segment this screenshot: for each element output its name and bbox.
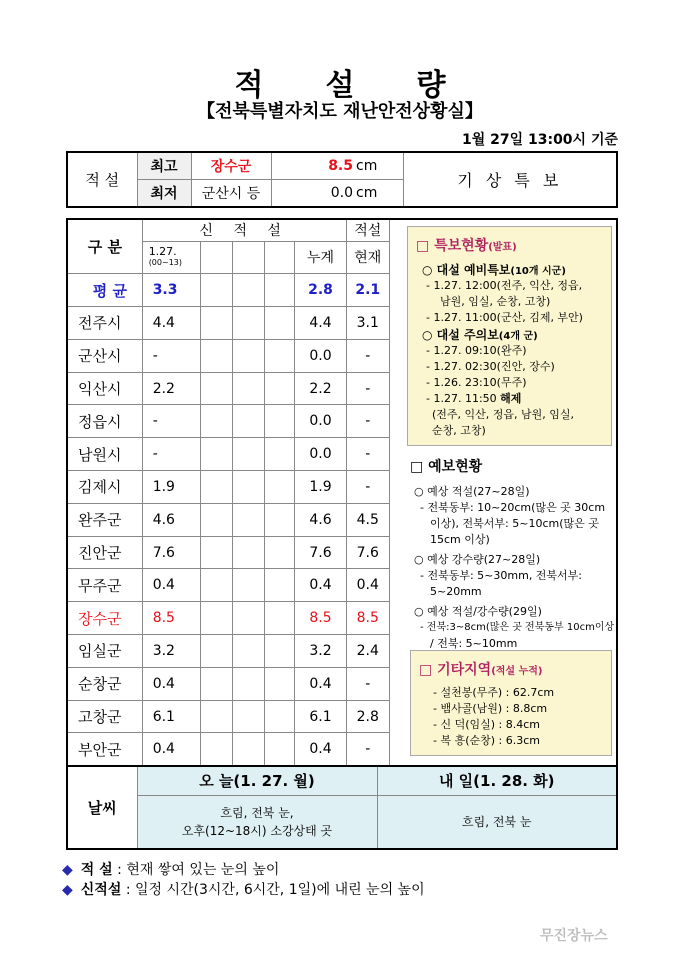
warn2-note: (4개 군) [498,331,538,342]
cumulative-value: 4.4 [295,307,347,340]
date-label: 1.27. [148,245,177,259]
empty-cell [232,438,264,471]
cumulative-value: 6.1 [295,700,347,733]
empty-cell [265,733,295,766]
min-unit: cm [355,180,403,208]
current-value: 3.1 [346,307,389,340]
cumulative-value: 3.2 [295,635,347,668]
current-value: - [346,339,389,372]
empty-cell [265,667,295,700]
current-value: - [346,471,389,504]
today-line: 오후(12~18시) 소강상태 곳 [181,823,333,838]
cumulative-value: 7.6 [295,536,347,569]
new-value: 0.4 [142,569,200,602]
region: 평 균 [67,274,142,307]
empty-cell [265,635,295,668]
other-line: - 뱀사골(남원) : 8.8cm [433,702,548,715]
note-item [62,879,425,899]
region: 익산시 [67,372,142,405]
region: 고창군 [67,700,142,733]
diamond-icon: ◆ [62,882,73,898]
new-value: 0.4 [142,733,200,766]
other-heading-note: (적설 누적) [491,666,543,677]
warn2-line: - 1.26. 23:10(무주) [426,376,527,389]
current-value: - [346,405,389,438]
new-value: 8.5 [142,602,200,635]
forecast-heading: □ 예보현황 [410,459,483,475]
tomorrow-header: 내 일(1. 28. 화) [377,766,617,795]
min-region: 군산시 등 [191,180,271,208]
region: 전주시 [67,307,142,340]
tomorrow-weather: 흐림, 전북 눈 [377,795,617,849]
min-label: 최저 [137,180,191,208]
empty-cell [200,700,232,733]
empty-cell [232,635,264,668]
empty-cell [265,700,295,733]
forecast-section [410,456,615,652]
max-value: 8.5 [271,152,355,180]
watermark: 무진장뉴스 [540,928,608,944]
empty-cell [200,536,232,569]
new-value: 3.3 [142,274,200,307]
summary-label: 적 설 [67,152,137,207]
other-heading: □ 기타지역 [419,662,492,678]
date-header [142,241,200,274]
region: 군산시 [67,339,142,372]
new-value: 4.4 [142,307,200,340]
today-weather [137,795,377,849]
new-value: 0.4 [142,667,200,700]
cumulative-value: 4.6 [295,503,347,536]
forecast-item: ○ 예상 적설/강수량(29일) [414,605,542,618]
advisory-heading: □ 특보현황 [416,238,489,254]
weather-label: 날씨 [67,766,137,849]
other-regions-panel [410,650,612,756]
current-value: 2.8 [346,700,389,733]
col-new-header: 신 적 설 [142,219,346,241]
current-value: - [346,372,389,405]
cumulative-value: 0.4 [295,733,347,766]
cumulative-value: 8.5 [295,602,347,635]
max-label: 최고 [137,152,191,180]
new-value: - [142,438,200,471]
diamond-icon: ◆ [62,862,73,878]
empty-cell [232,471,264,504]
new-value: 6.1 [142,700,200,733]
col-cumulative-header: 누계 [295,241,347,274]
region: 임실군 [67,635,142,668]
note-term: 신적설 [80,882,122,898]
empty-cell [200,733,232,766]
snow-summary-table [66,151,618,208]
warn1-line: - 1.27. 12:00(전주, 익산, 정읍, [426,279,583,292]
advisory-panel [407,226,612,446]
empty-cell [232,667,264,700]
warn1-line: - 1.27. 11:00(군산, 김제, 부안) [426,311,583,324]
warn1-title: ○ 대설 예비특보 [422,263,511,277]
current-value: - [346,733,389,766]
empty-cell [232,307,264,340]
current-value: 2.4 [346,635,389,668]
other-line: - 설천봉(무주) : 62.7cm [433,686,555,699]
other-line: - 신 덕(임실) : 8.4cm [433,718,541,731]
note-item [62,859,279,879]
forecast-line: - 전북동부: 10~20cm(많은 곳 30cm [420,501,606,514]
region: 순창군 [67,667,142,700]
empty-cell [200,569,232,602]
warn2-line: - 1.27. 09:10(완주) [426,344,527,357]
current-value: 8.5 [346,602,389,635]
empty-cell [200,635,232,668]
new-value: - [142,339,200,372]
empty-cell [200,471,232,504]
empty-cell [265,372,295,405]
empty-cell [232,372,264,405]
region: 완주군 [67,503,142,536]
empty-cell [265,339,295,372]
empty-cell [265,602,295,635]
empty-cell [265,274,295,307]
forecast-item: ○ 예상 적설(27~28일) [414,485,530,498]
max-unit: cm [355,152,403,180]
empty-cell [200,307,232,340]
note-desc: : 현재 쌓여 있는 눈의 높이 [117,862,280,878]
cumulative-value: 1.9 [295,471,347,504]
forecast-line: / 전북: 5~10mm [430,637,518,650]
lift-word: 해제 [500,392,522,405]
empty-cell [232,569,264,602]
empty-cell [265,307,295,340]
max-region: 장수군 [191,152,271,180]
forecast-item: ○ 예상 강수량(27~28일) [414,553,541,566]
empty-cell [232,339,264,372]
region: 무주군 [67,569,142,602]
new-value: 2.2 [142,372,200,405]
cumulative-value: 0.0 [295,405,347,438]
cumulative-value: 0.0 [295,438,347,471]
current-value: 4.5 [346,503,389,536]
empty-cell [200,602,232,635]
cumulative-value: 2.8 [295,274,347,307]
new-value: 1.9 [142,471,200,504]
page-subtitle: 【전북특별자치도 재난안전상황실】 [197,101,483,122]
empty-cell [200,438,232,471]
region: 남원시 [67,438,142,471]
warn1-line: 남원, 임실, 순창, 고창) [440,295,551,308]
empty-cell [265,569,295,602]
col-current-header: 현재 [346,241,389,274]
empty-cell [265,405,295,438]
warn2-title: ○ 대설 주의보 [422,328,499,342]
region: 정읍시 [67,405,142,438]
forecast-line: - 전북:3~8cm(많은 곳 전북동부 10cm이상 [420,622,615,633]
empty-cell [200,405,232,438]
basis-time: 1월 27일 13:00시 기준 [461,132,618,148]
region: 김제시 [67,471,142,504]
empty-cell [200,667,232,700]
warn2-line: - 1.27. 02:30(진안, 장수) [426,360,555,373]
new-value: 4.6 [142,503,200,536]
empty-cell [232,503,264,536]
advisory-heading-note: (발표) [488,242,517,253]
cumulative-value: 0.0 [295,339,347,372]
forecast-line: 5~20mm [430,585,482,598]
today-header: 오 늘(1. 27. 월) [137,766,377,795]
today-line: 흐림, 전북 눈, [220,805,294,820]
new-value: - [142,405,200,438]
current-value: 0.4 [346,569,389,602]
empty-cell [232,274,264,307]
note-term: 적 설 [80,862,113,878]
forecast-line: - 전북동부: 5~30mm, 전북서부: [420,569,583,582]
empty-cell [232,700,264,733]
forecast-line: 이상), 전북서부: 5~10cm(많은 곳 [430,517,599,530]
min-value: 0.0 [271,180,355,208]
warn1-note: (10개 시군) [510,266,566,277]
current-value: 7.6 [346,536,389,569]
col-snow-header: 적설 [346,219,389,241]
empty-cell [232,405,264,438]
empty-cell [265,503,295,536]
forecast-line: 15cm 이상) [430,533,490,546]
empty-cell [200,372,232,405]
empty-cell [265,438,295,471]
lift-line: 순창, 고창) [432,424,486,437]
region: 부안군 [67,733,142,766]
col-region-header: 구 분 [67,219,142,274]
time-label: (00~13) [148,258,182,268]
current-value: 2.1 [346,274,389,307]
empty-cell [200,503,232,536]
lift-line: (전주, 익산, 정읍, 남원, 임실, [432,408,575,421]
note-desc: : 일정 시간(3시간, 6시간, 1일)에 내린 눈의 높이 [125,882,425,898]
cumulative-value: 0.4 [295,569,347,602]
empty-cell [232,602,264,635]
page-title: 적설량 [234,68,508,103]
empty-cell [265,536,295,569]
new-value: 7.6 [142,536,200,569]
empty-cell [265,471,295,504]
current-value: - [346,438,389,471]
empty-cell [232,733,264,766]
region: 진안군 [67,536,142,569]
lift-prefix: - 1.27. 11:50 [426,392,497,405]
empty-cell [232,536,264,569]
empty-cell [200,274,232,307]
region: 장수군 [67,602,142,635]
weather-table [66,765,618,850]
advisory-label: 기 상 특 보 [403,152,617,207]
cumulative-value: 0.4 [295,667,347,700]
empty-cell [200,339,232,372]
new-value: 3.2 [142,635,200,668]
current-value: - [346,667,389,700]
cumulative-value: 2.2 [295,372,347,405]
other-line: - 복 흥(순창) : 6.3cm [433,734,541,747]
